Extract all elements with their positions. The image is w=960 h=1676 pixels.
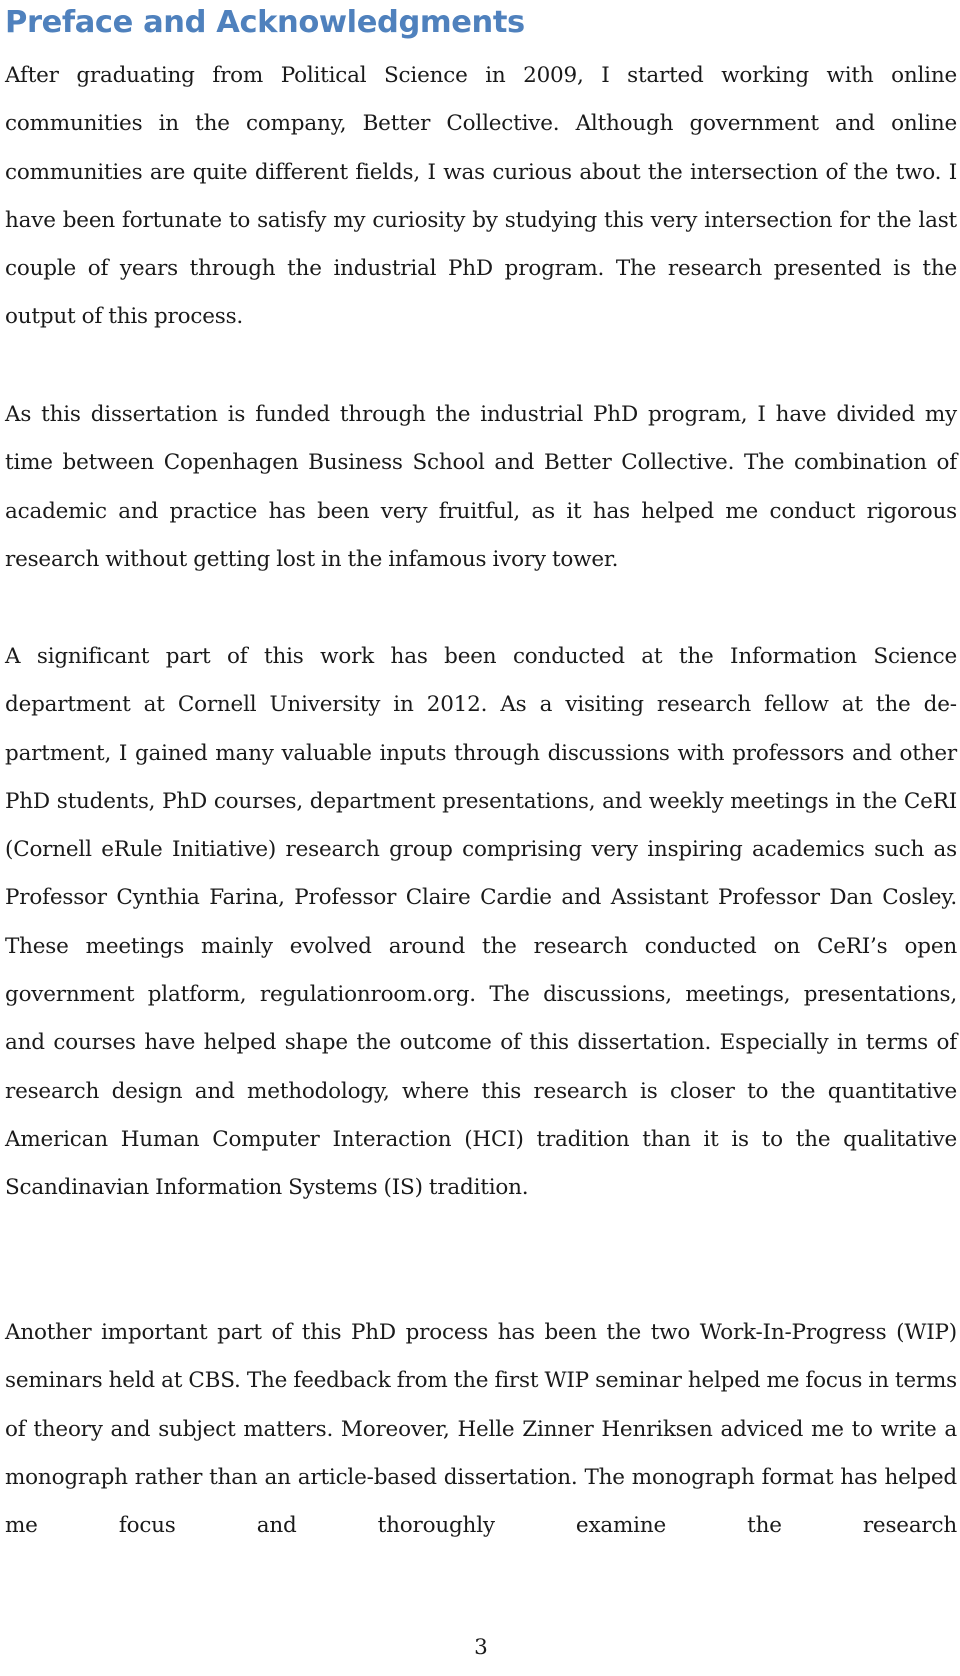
paragraph-4: Another important part of this PhD process has been the two Work-In-Progress (WIP) seminars held at CBS. The feedback from the first WIP seminar helped me focus in terms of theory and subject matters. Moreover, Helle Zinner Henriksen adviced me to write a monograph rather than an article-based dissertation. The monograph format has helped me focus and thoroughly examine the research <box>5 1320 957 1539</box>
paragraph-2: As this dissertation is funded through the industrial PhD program, I have divided my time between Copenhagen Business School and Better Collective. The combination of academic and practice has been very fruitful, as it has helped me conduct rigorous research without getting lost in the infamous ivory tower. <box>5 402 957 572</box>
page-title: Preface and Acknowledgments <box>5 5 525 40</box>
document-page <box>5 0 957 1676</box>
paragraph-1: After graduating from Political Science in 2009, I started working with online communities in the company, Better Collective. Although government and online communities are quite different fields, I was curious about the intersection of the two. I have been fortunate to satisfy my curiosity by studying this very intersection for the last couple of years through the industrial PhD program. The research presented is the output of this process. <box>5 63 957 330</box>
paragraph-3: A significant part of this work has been conducted at the Information Science department at Cornell University in 2012. As a visiting research fellow at the department, I gained many valuable inputs through discussions with professors and other PhD students, PhD courses, department presentations, and weekly meetings in the CeRI (Cornell eRule Initiative) research group comprising very inspiring academics such as Professor Cynthia Farina, Professor Claire Cardie and Assistant Professor Dan Cosley. These meetings mainly evolved around the research conducted on CeRI’s open government platform, regulationroom.org. The discussions, meetings, presentations, and courses have helped shape the outcome of this dissertation. Especially in terms of research design and methodology, where this research is closer to the quantitative American Human Computer Interaction (HCI) tradition than it is to the qualitative Scandinavian Information Systems (IS) tradition. <box>5 644 957 1201</box>
page-number: 3 <box>474 1635 488 1660</box>
